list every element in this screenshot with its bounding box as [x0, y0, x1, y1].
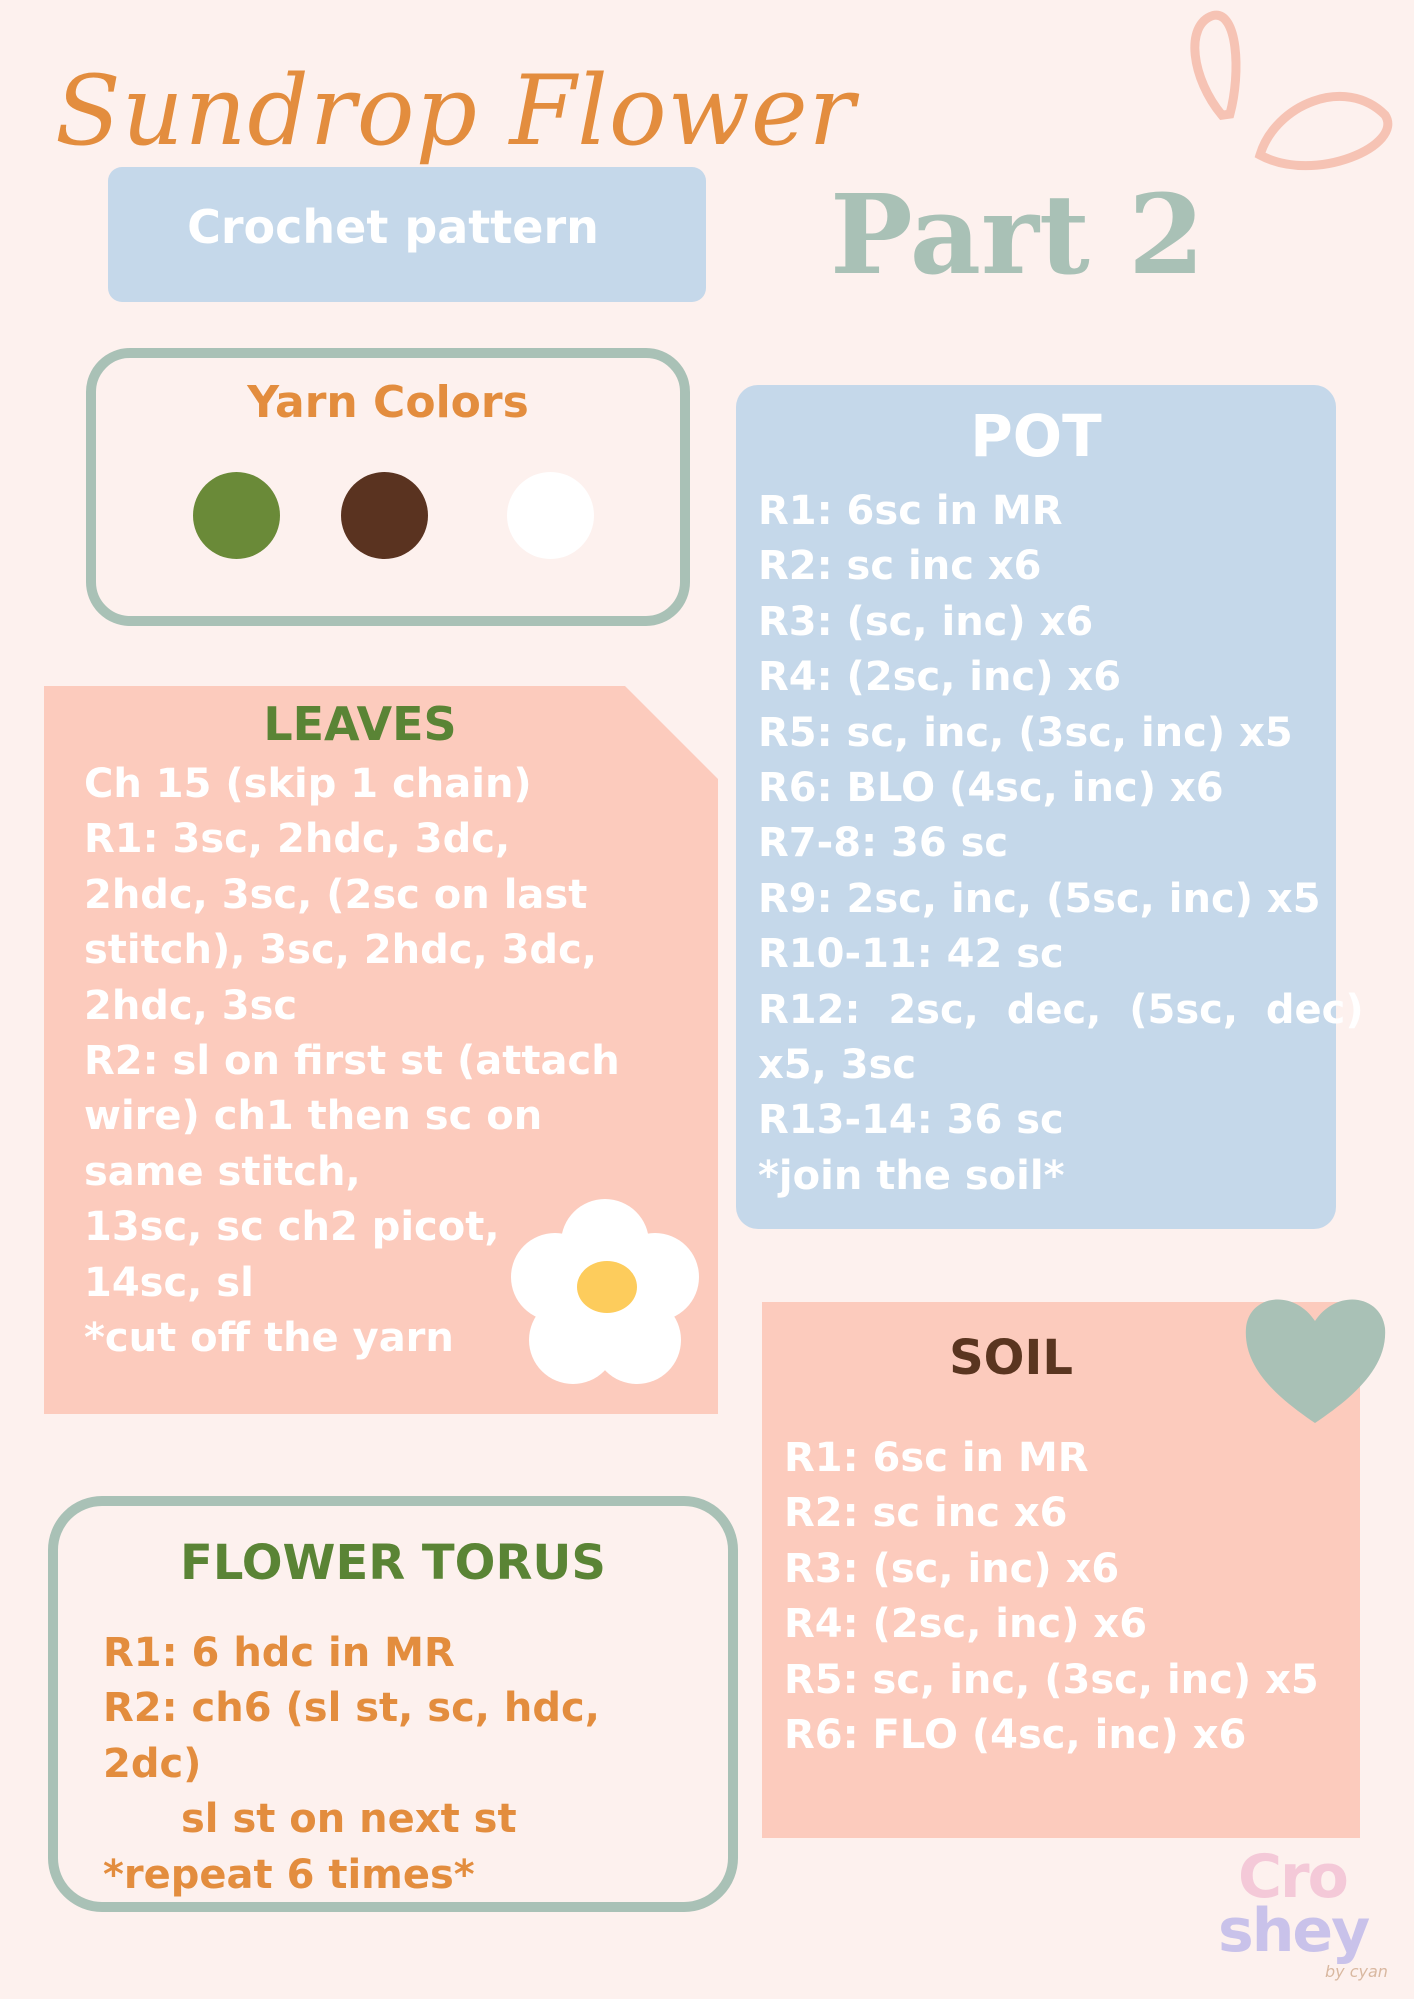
page-title: Sundrop Flower: [55, 55, 856, 167]
instruction-line: wire) ch1 then sc on: [84, 1093, 543, 1140]
instruction-line: R1: 3sc, 2hdc, 3dc,: [84, 816, 511, 863]
soil-title: SOIL: [949, 1330, 1073, 1386]
instruction-line: R1: 6 hdc in MR: [103, 1630, 455, 1676]
instruction-line: 13sc, sc ch2 picot,: [84, 1204, 500, 1251]
logo-line-2: shey: [1218, 1896, 1369, 1966]
instruction-line: R10-11: 42 sc: [758, 931, 1064, 978]
flower-torus-title: FLOWER TORUS: [180, 1535, 606, 1591]
instruction-line: R9: 2sc, inc, (5sc, inc) x5: [758, 875, 1321, 922]
instruction-line: R3: (sc, inc) x6: [784, 1545, 1120, 1592]
instruction-line: R6: BLO (4sc, inc) x6: [758, 765, 1224, 812]
instruction-line: R5: sc, inc, (3sc, inc) x5: [784, 1656, 1319, 1703]
instruction-line: R12: 2sc, dec, (5sc, dec): [758, 986, 1364, 1033]
leaves-title: LEAVES: [263, 697, 457, 751]
part-label: Part 2: [830, 170, 1205, 299]
instruction-line: R2: sc inc x6: [758, 543, 1042, 590]
instruction-line: 14sc, sl: [84, 1259, 254, 1306]
instruction-line: Ch 15 (skip 1 chain): [84, 761, 532, 807]
logo-byline: by cyan: [1325, 1962, 1388, 1981]
instruction-line: R1: 6sc in MR: [758, 488, 1063, 534]
soil-instructions: [784, 1431, 1344, 1763]
page-subtitle: Crochet pattern: [187, 200, 599, 254]
instruction-line: R7-8: 36 sc: [758, 820, 1009, 867]
instruction-line: R3: (sc, inc) x6: [758, 598, 1094, 645]
instruction-line: R5: sc, inc, (3sc, inc) x5: [758, 709, 1293, 756]
flower-torus-instructions: [103, 1626, 703, 1903]
instruction-line: R6: FLO (4sc, inc) x6: [784, 1712, 1247, 1759]
yarn-swatch-white: [507, 472, 594, 559]
instruction-line: R4: (2sc, inc) x6: [758, 654, 1122, 701]
pot-instructions: [758, 484, 1364, 1204]
yarn-swatch-green: [193, 472, 280, 559]
yarn-colors-title: Yarn Colors: [247, 377, 529, 428]
pot-title: POT: [970, 402, 1102, 470]
instruction-line: R2: sl on first st (attach: [84, 1038, 620, 1085]
instruction-line: *join the soil*: [758, 1152, 1065, 1199]
instruction-line: R2: ch6 (sl st, sc, hdc, 2dc): [103, 1685, 600, 1787]
instruction-line: *repeat 6 times*: [103, 1851, 475, 1898]
instruction-line: sl st on next st: [181, 1796, 517, 1843]
instruction-line: stitch), 3sc, 2hdc, 3dc,: [84, 927, 597, 974]
instruction-line: 2hdc, 3sc: [84, 982, 298, 1029]
logo-line-1: Cro: [1238, 1842, 1347, 1912]
instruction-line: same stitch,: [84, 1148, 361, 1195]
yarn-swatch-brown: [341, 472, 428, 559]
daisy-icon: [505, 1195, 705, 1395]
heart-icon: [1238, 1283, 1393, 1428]
bunny-ears-decoration: [1185, 5, 1410, 210]
instruction-line: x5, 3sc: [758, 1042, 917, 1089]
instruction-line: 2hdc, 3sc, (2sc on last: [84, 871, 588, 918]
instruction-line: R13-14: 36 sc: [758, 1097, 1064, 1144]
instruction-line: R1: 6sc in MR: [784, 1435, 1089, 1481]
instruction-line: R2: sc inc x6: [784, 1490, 1068, 1537]
instruction-line: R4: (2sc, inc) x6: [784, 1601, 1148, 1648]
instruction-line: *cut off the yarn: [84, 1315, 454, 1362]
